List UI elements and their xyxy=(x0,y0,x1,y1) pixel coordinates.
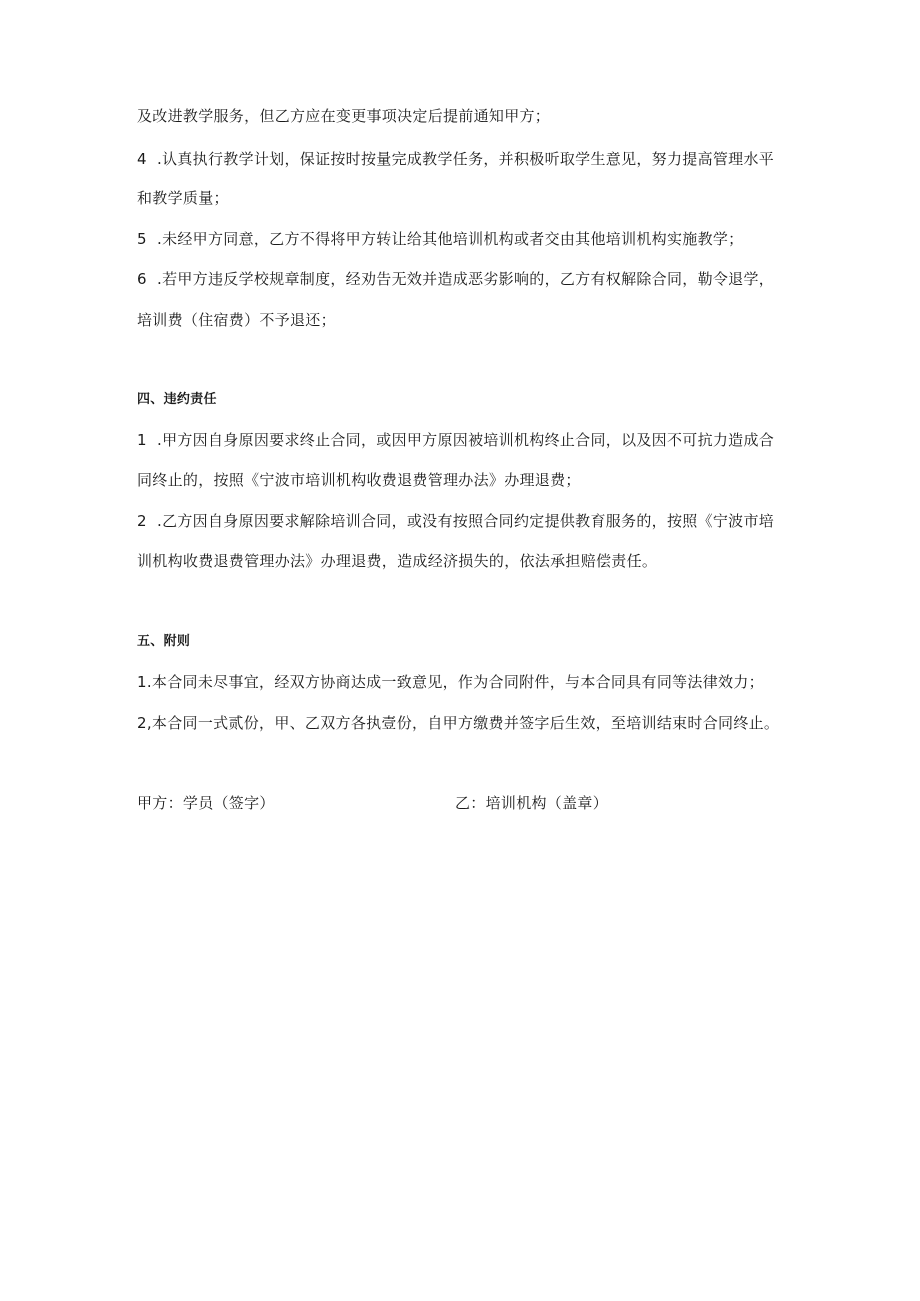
party-a-signature: 甲方：学员（签字） xyxy=(137,794,275,812)
section4-item-1-cont xyxy=(137,470,581,490)
item-text: 本合同未尽事宜，经双方协商达成一致意见，作为合同附件，与本合同具有同等法律效力； xyxy=(151,673,764,691)
section3-item-4 xyxy=(137,149,774,169)
item-number: 1. xyxy=(137,673,152,691)
item-number: 6 xyxy=(137,270,147,288)
item-number: 4 xyxy=(137,150,147,168)
section3-continued-line xyxy=(137,106,550,126)
item-text: 和教学质量； xyxy=(137,189,229,207)
item-text: 训机构收费退费管理办法》办理退费，造成经济损失的，依法承担赔偿责任。 xyxy=(137,552,658,570)
party-b-signature: 乙：培训机构（盖章） xyxy=(455,794,609,812)
section3-item-5 xyxy=(137,229,743,249)
item-text: 同终止的，按照《宁波市培训机构收费退费管理办法》办理退费； xyxy=(137,471,581,489)
item-text: .甲方因自身原因要求终止合同，或因甲方原因被培训机构终止合同，以及因不可抗力造成合 xyxy=(157,431,775,449)
item-number: 1 xyxy=(137,431,147,449)
section4-item-2-cont xyxy=(137,551,657,571)
section3-item-4-cont xyxy=(137,188,229,208)
section3-item-6-cont xyxy=(137,310,336,330)
item-number: 2 xyxy=(137,512,147,530)
paragraph-text: 及改进教学服务，但乙方应在变更事项决定后提前通知甲方； xyxy=(137,107,551,125)
section5-item-1 xyxy=(137,672,764,692)
item-text: .若甲方违反学校规章制度，经劝告无效并造成恶劣影响的，乙方有权解除合同，勒令退学， xyxy=(157,270,775,288)
item-text: 培训费（住宿费）不予退还； xyxy=(137,311,336,329)
item-number: 5 xyxy=(137,230,147,248)
item-number: 2, xyxy=(137,714,152,732)
item-text: .乙方因自身原因要求解除培训合同，或没有按照合同约定提供教育服务的，按照《宁波市培 xyxy=(157,512,775,530)
section4-item-2 xyxy=(137,511,774,531)
item-text: 本合同一式贰份，甲、乙双方各执壹份，自甲方缴费并签字后生效，至培训结束时合同终止。 xyxy=(151,714,780,732)
section4-item-1 xyxy=(137,430,774,450)
section4-heading: 四、违约责任 xyxy=(137,392,217,407)
item-text: .未经甲方同意，乙方不得将甲方转让给其他培训机构或者交由其他培训机构实施教学； xyxy=(157,230,744,248)
section5-heading: 五、附则 xyxy=(137,634,191,649)
item-text: .认真执行教学计划，保证按时按量完成教学任务，并积极听取学生意见，努力提高管理水平 xyxy=(157,150,775,168)
section3-item-6 xyxy=(137,269,774,289)
section5-item-2 xyxy=(137,713,779,733)
